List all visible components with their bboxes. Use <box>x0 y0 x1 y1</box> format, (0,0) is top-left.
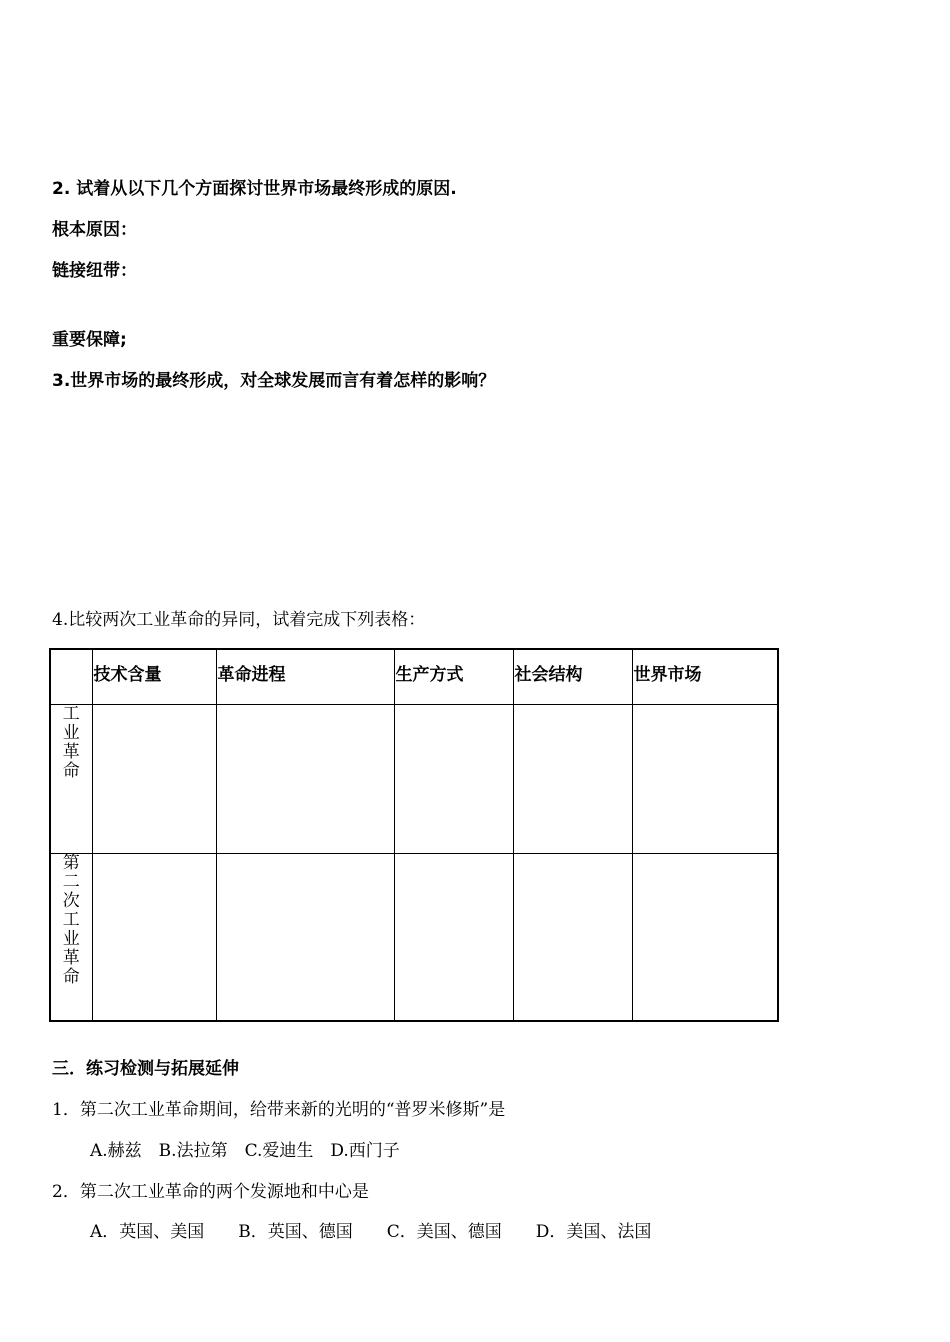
row-label-char: 命 <box>62 760 80 781</box>
row-label-char: 命 <box>62 966 80 987</box>
table-corner-cell <box>50 649 92 704</box>
q3-title: 3.世界市场的最终形成，对全球发展而言有着怎样的影响？ <box>52 371 496 391</box>
row-label-char: 第 <box>62 852 80 873</box>
answer-cell[interactable] <box>394 704 513 853</box>
row-label-char: 工 <box>62 909 80 930</box>
answer-cell[interactable] <box>92 853 216 1021</box>
answer-cell[interactable] <box>513 853 632 1021</box>
row-label-second-revolution <box>50 853 92 1021</box>
table-row-first-revolution <box>50 704 778 853</box>
q2-title: 2. 试着从以下几个方面探讨世界市场最终形成的原因. <box>52 179 457 199</box>
ex1-options: A.赫兹 B.法拉第 C.爱迪生 D.西门子 <box>90 1141 400 1161</box>
table-header-row <box>50 649 778 704</box>
answer-cell[interactable] <box>632 853 778 1021</box>
row-label-first-revolution <box>50 704 92 853</box>
ex2-options: A．英国、美国 B．英国、德国 C．美国、德国 D．美国、法国 <box>90 1222 652 1242</box>
table-row-second-revolution <box>50 853 778 1021</box>
q2-guarantee-label: 重要保障; <box>52 330 127 350</box>
answer-cell[interactable] <box>92 704 216 853</box>
row-label-char: 二 <box>62 871 80 892</box>
answer-cell[interactable] <box>216 704 394 853</box>
header-tech-content: 技术含量 <box>92 649 216 704</box>
comparison-table-wrapper <box>49 648 779 1022</box>
answer-cell[interactable] <box>513 704 632 853</box>
header-production-mode: 生产方式 <box>394 649 513 704</box>
ex1-question: 1．第二次工业革命期间，给带来新的光明的“普罗米修斯”是 <box>52 1100 506 1120</box>
section3-title: 三．练习检测与拓展延伸 <box>52 1059 239 1079</box>
comparison-table <box>49 648 779 1022</box>
answer-cell[interactable] <box>216 853 394 1021</box>
answer-cell[interactable] <box>632 704 778 853</box>
row-label-char: 次 <box>62 890 80 911</box>
q2-link-label: 链接纽带： <box>52 261 137 281</box>
row-label-char: 业 <box>62 928 80 949</box>
row-label-char: 革 <box>62 947 80 968</box>
row-label-char: 革 <box>62 741 80 762</box>
q2-root-cause-label: 根本原因： <box>52 220 137 240</box>
header-social-structure: 社会结构 <box>513 649 632 704</box>
row-label-char: 业 <box>62 722 80 743</box>
q4-title: 4.比较两次工业革命的异同，试着完成下列表格： <box>52 610 426 630</box>
header-revolution-process: 革命进程 <box>216 649 394 704</box>
ex2-question: 2．第二次工业革命的两个发源地和中心是 <box>52 1182 369 1202</box>
header-world-market: 世界市场 <box>632 649 778 704</box>
row-label-char: 工 <box>62 703 80 724</box>
answer-cell[interactable] <box>394 853 513 1021</box>
